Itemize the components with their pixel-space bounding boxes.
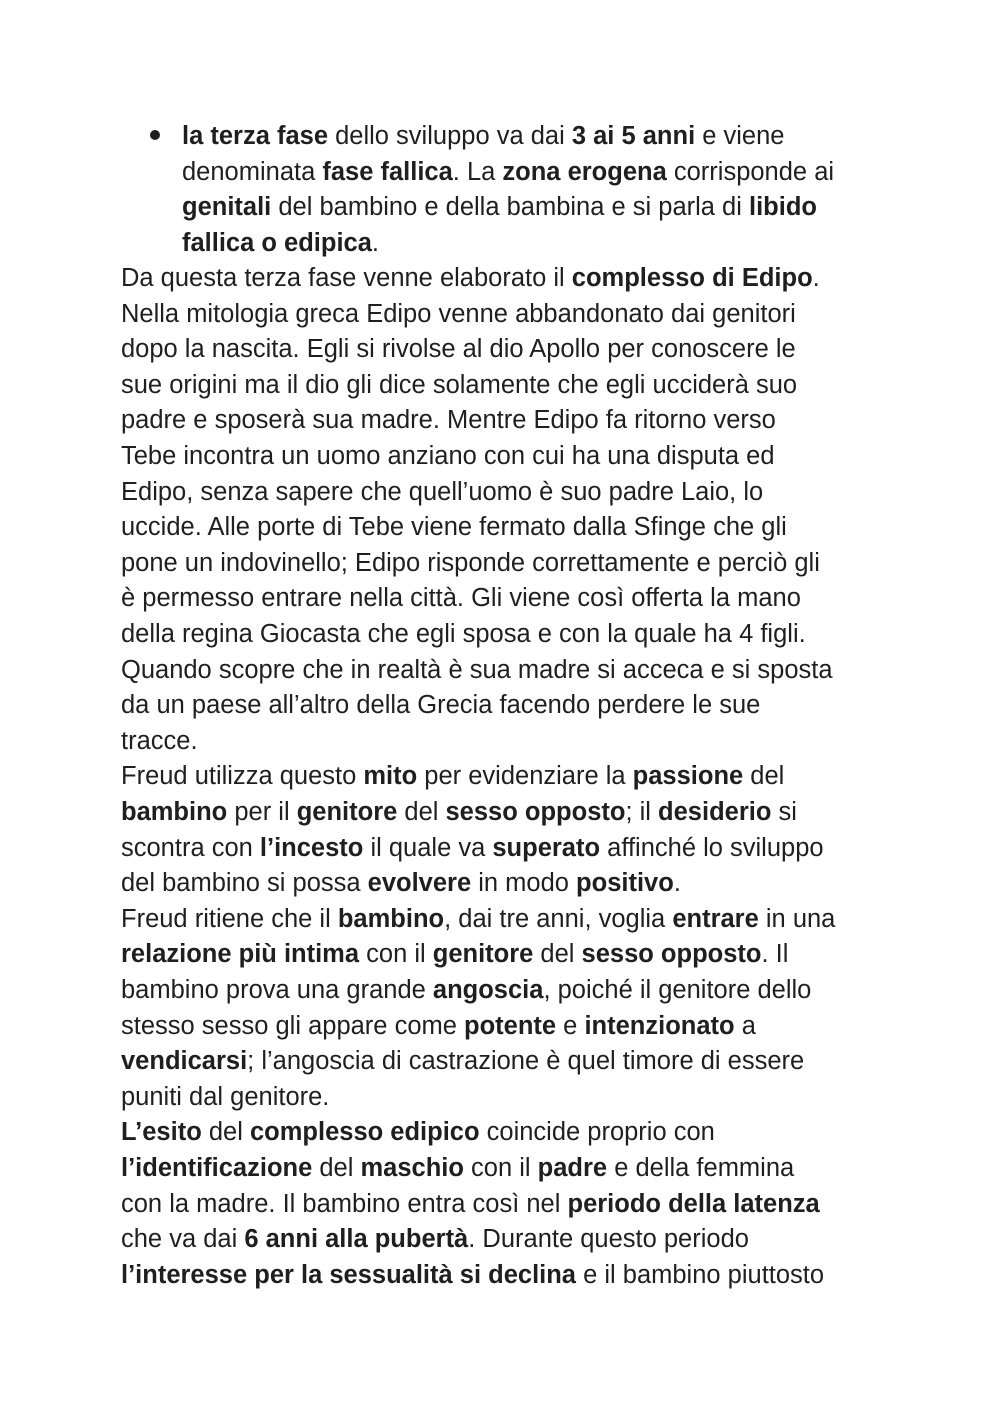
bold-text: entrare (672, 904, 759, 933)
paragraph-line (121, 1114, 715, 1150)
text-run: con la madre. Il bambino entra così nel (121, 1189, 568, 1218)
text-run: . (812, 264, 820, 292)
text-run: del bambino e della bambina e si parla di (271, 193, 749, 222)
text-run: coincide proprio con (479, 1118, 715, 1147)
text-run: affinché lo sviluppo (600, 833, 824, 862)
text-run: per il (227, 798, 297, 826)
text-run: , poiché il genitore dello (543, 976, 812, 1004)
bullet-line (182, 118, 784, 154)
text-run: sue origini ma il dio gli dice solamente che egli ucciderà suo (121, 370, 798, 399)
text-run: Da questa terza fase venne elaborato il (121, 264, 572, 292)
text-run: Freud ritiene che il (121, 904, 338, 933)
bold-text: complesso di Edipo (571, 264, 813, 292)
text-run: ; il (625, 798, 659, 826)
paragraph-line (121, 936, 788, 972)
paragraph-line (121, 865, 681, 901)
bold-text: sesso opposto (581, 940, 762, 969)
text-run: dopo la nascita. Egli si rivolse al dio Apollo per conoscere le (121, 335, 796, 364)
bold-text: padre (537, 1154, 608, 1182)
bold-text: periodo della latenza (567, 1189, 820, 1218)
bold-text: L’esito (121, 1118, 202, 1147)
bold-text: fallica o edipica (182, 228, 372, 257)
bold-text: zona erogena (502, 157, 667, 186)
text-run: con il (463, 1154, 538, 1182)
bold-text: l’incesto (259, 833, 364, 862)
text-run: Freud utilizza questo (121, 762, 364, 791)
paragraph-line (121, 545, 820, 581)
paragraph-line (121, 260, 820, 296)
paragraph-line (121, 758, 784, 794)
text-run: pone un indovinello; Edipo risponde correttamente e perciò gli (121, 548, 820, 577)
bold-text: potente (464, 1011, 557, 1040)
paragraph-line (121, 331, 796, 367)
text-run: padre e sposerà sua madre. Mentre Edipo fa ritorno verso (121, 406, 776, 435)
bold-text: passione (632, 762, 744, 791)
bold-text: genitore (296, 798, 398, 826)
text-run: scontra con (121, 833, 260, 862)
text-run: stesso sesso gli appare come (121, 1011, 465, 1040)
bold-text: relazione più intima (121, 940, 360, 969)
text-run: Quando scopre che in realtà è sua madre si acceca e si sposta (121, 655, 833, 684)
paragraph-line (121, 1008, 756, 1044)
paragraph-line (121, 474, 763, 510)
text-run: denominata (182, 157, 323, 186)
bold-text: bambino (337, 904, 445, 933)
text-run: del (201, 1118, 250, 1147)
paragraph-line (121, 830, 824, 866)
bullet-dot-icon (150, 130, 160, 140)
text-run: è permesso entrare nella città. Gli viene così offerta la mano (121, 584, 801, 613)
text-run: Tebe incontra un uomo anziano con cui ha una disputa ed (121, 442, 775, 470)
text-run: e il bambino piuttosto (576, 1260, 825, 1289)
paragraph-line (121, 1079, 329, 1115)
text-run: tracce. (121, 726, 198, 755)
bullet-line (182, 225, 379, 261)
text-run: del (397, 798, 446, 826)
paragraph-line (121, 1221, 749, 1257)
bold-text: genitali (182, 193, 272, 222)
paragraph-line (121, 1186, 820, 1222)
bold-text: evolvere (367, 869, 472, 898)
bold-text: desiderio (658, 798, 772, 826)
paragraph-line (121, 652, 833, 688)
paragraph-line (121, 438, 775, 474)
text-run: puniti dal genitore. (121, 1082, 330, 1111)
text-run: . La (452, 157, 503, 186)
paragraph-line (121, 1043, 804, 1079)
text-run: Nella mitologia greca Edipo venne abbandonato dai genitori (121, 299, 796, 328)
bullet-line (182, 154, 834, 190)
paragraph-line (121, 901, 835, 937)
bold-text: la terza fase (182, 122, 329, 150)
text-run: ; l’angoscia di castrazione è quel timore di essere (247, 1047, 805, 1076)
text-run: e (556, 1011, 585, 1040)
text-run: della regina Giocasta che egli sposa e con la quale ha 4 figli. (121, 620, 806, 648)
bold-text: sesso opposto (445, 798, 626, 826)
paragraph-line (121, 1150, 794, 1186)
text-run: del (743, 762, 785, 791)
paragraph-line (121, 723, 198, 759)
text-run: , dai tre anni, voglia (444, 904, 673, 933)
bold-text: superato (492, 833, 601, 862)
bold-text: complesso edipico (249, 1118, 480, 1147)
paragraph-line (121, 1257, 824, 1293)
text-run: bambino prova una grande (121, 976, 433, 1004)
bold-text: l’identificazione (121, 1154, 313, 1182)
text-run: corrisponde ai (666, 157, 835, 186)
bold-text: l’interesse per la sessualità si declina (121, 1260, 576, 1289)
text-run: in una (758, 904, 836, 933)
paragraph-line (121, 972, 811, 1008)
paragraph-line (121, 616, 806, 652)
bold-text: genitore (432, 940, 534, 969)
text-run: e viene (695, 122, 785, 150)
text-run: del bambino si possa (121, 869, 368, 898)
paragraph-line (121, 580, 801, 616)
bold-text: vendicarsi (121, 1047, 248, 1076)
text-run: . (673, 869, 681, 898)
bold-text: 6 anni alla pubertà (244, 1225, 469, 1254)
bold-text: fase fallica (322, 157, 453, 186)
text-run: . (371, 228, 379, 257)
paragraph-line (121, 367, 797, 403)
text-run: il quale va (363, 833, 493, 862)
bold-text: positivo (576, 869, 674, 898)
text-run: Edipo, senza sapere che quell’uomo è suo padre Laio, lo (121, 477, 764, 506)
text-run: del (533, 940, 582, 969)
text-run: . Durante questo periodo (468, 1225, 749, 1254)
text-run: del (312, 1154, 361, 1182)
text-run: che va dai (121, 1225, 245, 1254)
text-run: dello sviluppo va dai (328, 122, 572, 150)
bullet-line (182, 189, 817, 225)
paragraph-line (121, 687, 760, 723)
paragraph-line (121, 296, 796, 332)
paragraph-line (121, 794, 797, 830)
bold-text: intenzionato (584, 1011, 735, 1040)
paragraph-line (121, 509, 787, 545)
bold-text: maschio (360, 1154, 464, 1182)
bold-text: angoscia (432, 976, 544, 1004)
paragraph-line (121, 402, 776, 438)
text-run: a (734, 1011, 756, 1040)
text-run: con il (359, 940, 433, 969)
bold-text: mito (363, 762, 418, 791)
text-run: in modo (471, 869, 577, 898)
bold-text: 3 ai 5 anni (571, 122, 696, 150)
bold-text: bambino (121, 798, 228, 826)
text-run: e della femmina (607, 1154, 795, 1182)
text-run: da un paese all’altro della Grecia facendo perdere le sue (121, 691, 761, 720)
text-run: si (771, 798, 797, 826)
text-run: per evidenziare la (417, 762, 633, 791)
text-run: . Il (761, 940, 789, 969)
bold-text: libido (748, 193, 817, 222)
text-run: uccide. Alle porte di Tebe viene fermato dalla Sfinge che gli (121, 513, 787, 542)
